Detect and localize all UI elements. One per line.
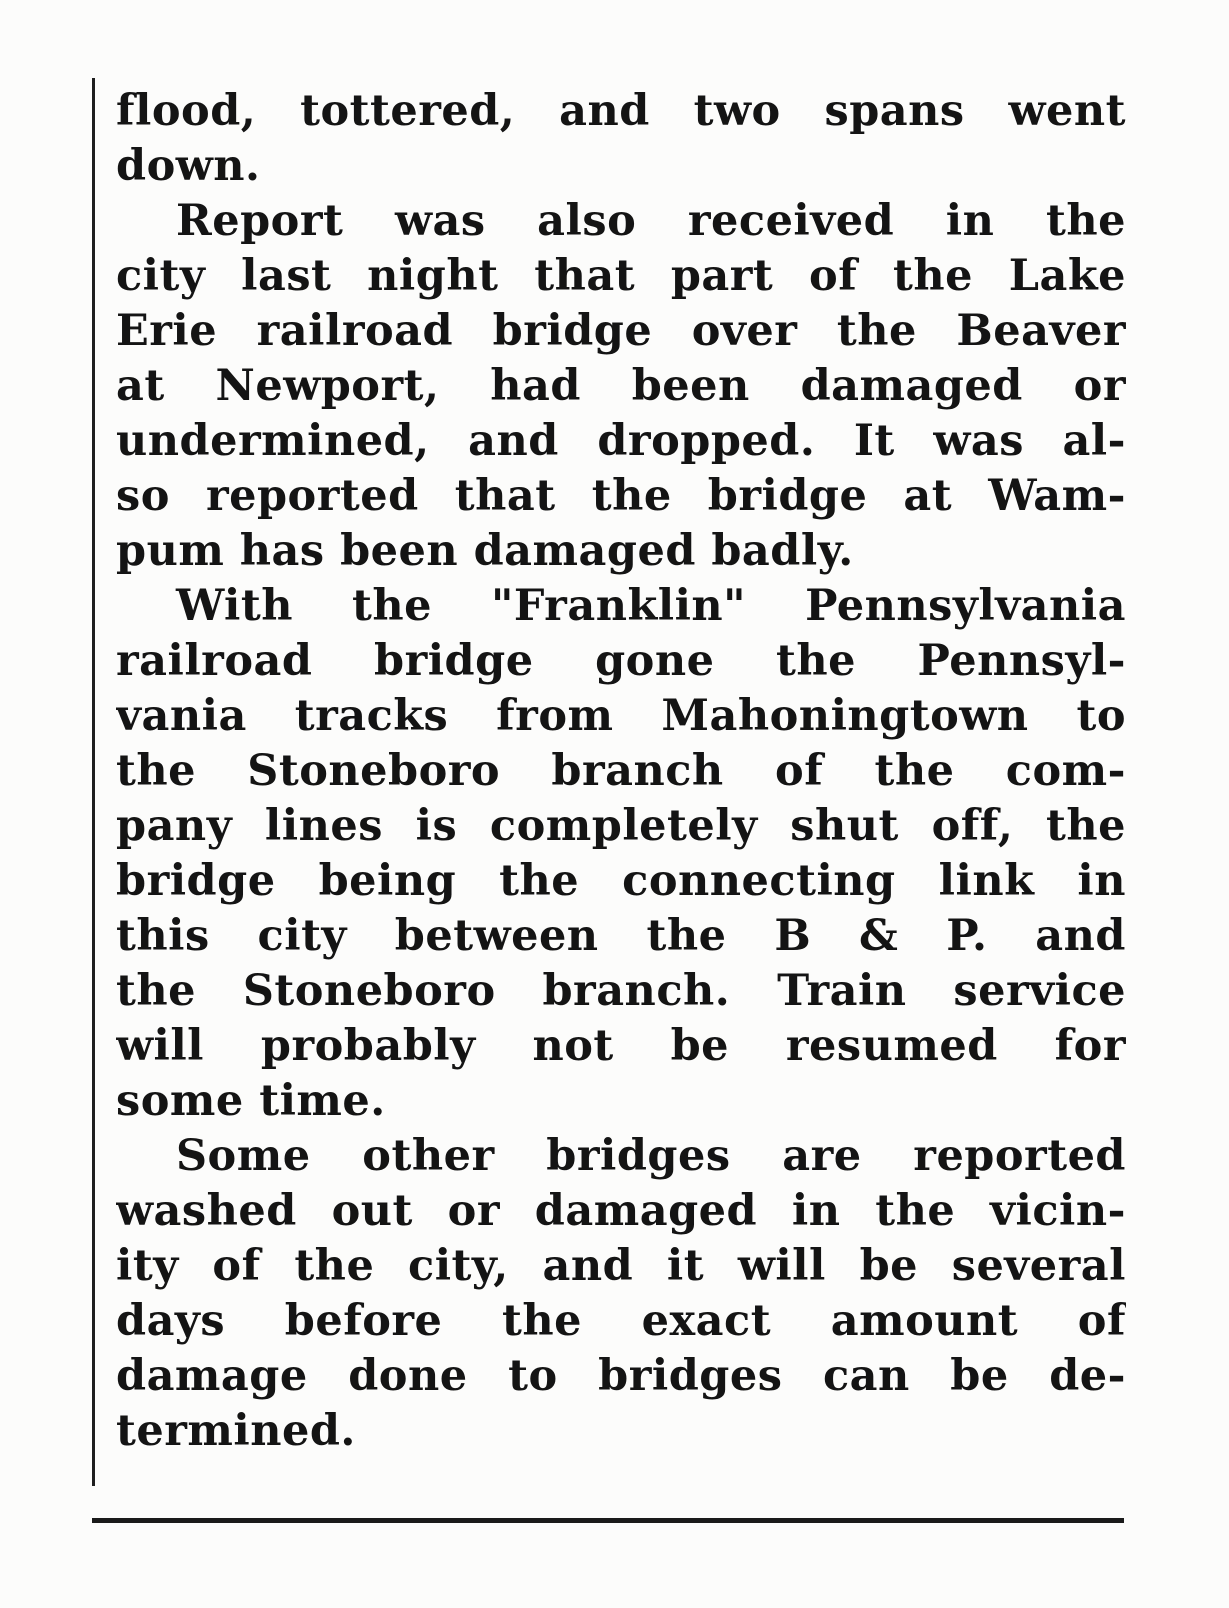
text-line: so reported that the bridge at Wam- xyxy=(116,471,1126,521)
column-rule-left xyxy=(92,78,95,1486)
text-line: washed out or damaged in the vicin- xyxy=(116,1186,1126,1236)
text-line: the Stoneboro branch of the com- xyxy=(116,746,1126,796)
text-line: pany lines is completely shut off, the xyxy=(116,801,1126,851)
text-line: vania tracks from Mahoningtown to xyxy=(116,691,1126,741)
text-line: flood, tottered, and two spans went xyxy=(116,86,1126,136)
text-line: undermined, and dropped. It was al- xyxy=(116,416,1126,466)
column-rule-bottom xyxy=(92,1518,1124,1523)
text-line: railroad bridge gone the Pennsyl- xyxy=(116,636,1126,686)
text-line: ity of the city, and it will be several xyxy=(116,1241,1126,1291)
text-line: will probably not be resumed for xyxy=(116,1021,1126,1071)
text-line: days before the exact amount of xyxy=(116,1296,1126,1346)
text-line: Erie railroad bridge over the Beaver xyxy=(116,306,1126,356)
paragraph-start-line: Some other bridges are reported xyxy=(176,1131,1126,1181)
article-body xyxy=(116,84,1126,1459)
text-line: bridge being the connecting link in xyxy=(116,856,1126,906)
text-line: some time. xyxy=(116,1076,386,1126)
paragraph-start-line: Report was also received in the xyxy=(176,196,1126,246)
text-line: termined. xyxy=(116,1406,356,1456)
text-line: at Newport, had been damaged or xyxy=(116,361,1126,411)
text-line: damage done to bridges can be de- xyxy=(116,1351,1126,1401)
paragraph-start-line: With the "Franklin" Pennsylvania xyxy=(176,581,1126,631)
text-line: the Stoneboro branch. Train service xyxy=(116,966,1126,1016)
text-line: city last night that part of the Lake xyxy=(116,251,1126,301)
text-line: pum has been damaged badly. xyxy=(116,526,854,576)
text-line: down. xyxy=(116,141,261,191)
text-line: this city between the B & P. and xyxy=(116,911,1126,961)
